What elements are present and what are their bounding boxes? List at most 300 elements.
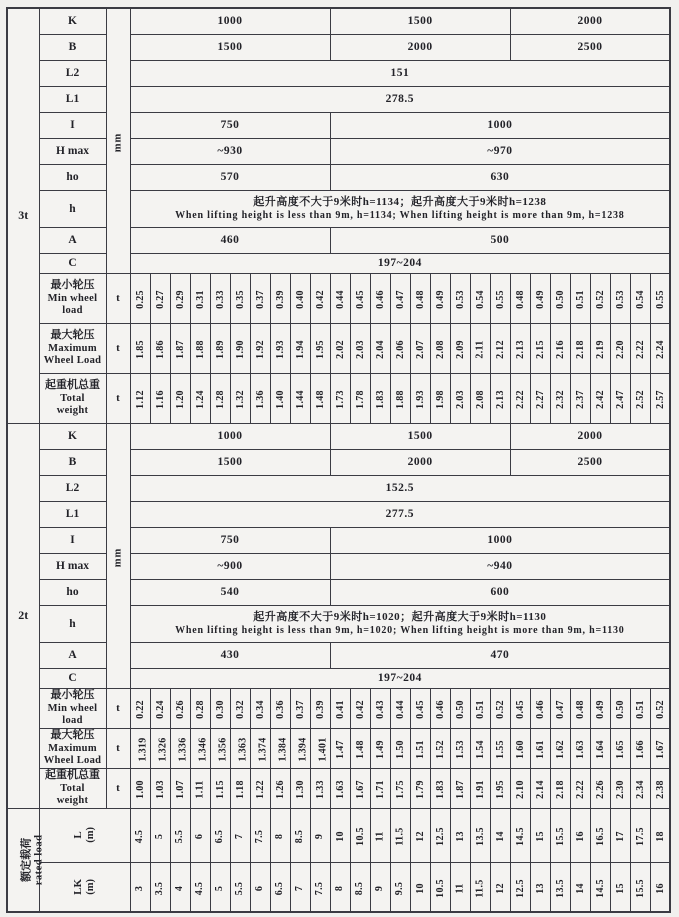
span-value-cell	[610, 862, 630, 912]
span-value: 13.5	[554, 878, 566, 898]
load-value-cell	[570, 688, 590, 728]
load-value-cell	[530, 688, 550, 728]
load-label-line: 最小轮压	[50, 279, 95, 292]
load-value-cell	[410, 373, 430, 423]
load-value: 0.47	[394, 290, 406, 309]
load-value: 0.40	[294, 290, 306, 309]
load-value-cell	[470, 728, 490, 768]
load-value-cell	[150, 728, 170, 768]
span-value-cell	[290, 862, 310, 912]
span-value-cell	[270, 808, 290, 862]
load-value: 2.08	[434, 340, 446, 359]
footer-row-unit: (m)	[84, 878, 96, 895]
load-value: 2.20	[614, 340, 626, 359]
h-note-en: When lifting height is less than 9m, h=1134; When lifting height is more than 9m, h=1238	[175, 210, 625, 222]
load-value: 2.27	[534, 390, 546, 409]
load-value: 1.384	[277, 737, 288, 762]
load-value-cell	[330, 323, 350, 373]
load-value-cell	[450, 273, 470, 323]
load-value: 1.44	[294, 390, 306, 409]
span-value-cell	[530, 808, 550, 862]
load-value: 1.48	[354, 740, 366, 759]
load-value: 1.24	[194, 390, 206, 409]
span-value-cell	[150, 862, 170, 912]
span-value-cell	[430, 808, 450, 862]
dim-value-cell: 2500	[510, 449, 670, 475]
load-value-cell	[610, 768, 630, 808]
t-unit-cell: t	[106, 688, 130, 728]
load-value: 0.45	[414, 700, 426, 719]
load-value-cell	[530, 768, 550, 808]
dim-row	[7, 8, 670, 34]
load-value-cell	[150, 273, 170, 323]
load-value-cell	[610, 273, 630, 323]
span-value-cell	[650, 862, 670, 912]
load-value-cell	[130, 273, 150, 323]
span-value: 10.5	[434, 878, 446, 898]
load-value-cell	[650, 728, 670, 768]
load-value-cell	[210, 688, 230, 728]
span-value: 12	[494, 882, 506, 894]
dim-label-cell: B	[39, 34, 106, 60]
load-value-cell	[550, 768, 570, 808]
load-value: 1.26	[274, 780, 286, 799]
load-value-cell	[170, 728, 190, 768]
load-value-cell	[190, 688, 210, 728]
load-value-cell	[150, 768, 170, 808]
load-value: 0.55	[654, 290, 666, 309]
load-value: 0.35	[234, 290, 246, 309]
load-value: 1.98	[434, 390, 446, 409]
load-value-cell	[350, 688, 370, 728]
load-value-cell	[430, 728, 450, 768]
dim-value-cell: 151	[130, 60, 670, 86]
load-value: 1.363	[237, 737, 248, 762]
load-value-cell	[550, 728, 570, 768]
load-label-cell	[39, 728, 106, 768]
span-value-cell	[570, 862, 590, 912]
span-value-cell	[330, 862, 350, 912]
load-value: 1.83	[374, 390, 386, 409]
load-value: 2.19	[594, 340, 606, 359]
load-value: 1.88	[194, 340, 206, 359]
dim-label-cell: L2	[39, 60, 106, 86]
load-value: 0.28	[194, 700, 206, 719]
footer-row-label	[72, 827, 98, 843]
load-value: 1.33	[314, 780, 326, 799]
load-value: 0.29	[174, 290, 186, 309]
load-value-cell	[470, 373, 490, 423]
span-value: 18	[654, 831, 666, 842]
load-value: 2.37	[574, 390, 586, 409]
load-value: 0.49	[534, 290, 546, 309]
load-value: 1.28	[214, 390, 226, 409]
load-row	[7, 728, 670, 768]
load-value-cell	[170, 373, 190, 423]
load-value: 2.10	[514, 780, 526, 799]
load-value-cell	[290, 728, 310, 768]
load-value: 0.48	[574, 700, 586, 719]
load-value-cell	[510, 728, 530, 768]
load-value-cell	[590, 373, 610, 423]
load-value-cell	[490, 373, 510, 423]
load-value-cell	[610, 323, 630, 373]
t-unit-cell: t	[106, 768, 130, 808]
load-value-cell	[610, 728, 630, 768]
load-value-cell	[570, 273, 590, 323]
load-value: 1.30	[294, 780, 306, 799]
load-value: 1.36	[254, 390, 266, 409]
load-value: 1.61	[534, 740, 546, 759]
load-value-cell	[270, 728, 290, 768]
footer-row-label	[72, 879, 98, 895]
span-value: 11.5	[474, 879, 486, 898]
load-value: 0.46	[374, 290, 386, 309]
load-value: 0.55	[494, 290, 506, 309]
load-value-cell	[650, 768, 670, 808]
load-value: 1.401	[317, 737, 328, 762]
load-value: 2.52	[634, 390, 646, 409]
span-value-cell	[530, 862, 550, 912]
span-value: 12.5	[434, 827, 446, 846]
span-value: 7	[234, 833, 246, 840]
rated-load-cell	[7, 808, 45, 912]
footer-row-label-cell	[39, 808, 130, 862]
load-value: 1.394	[297, 737, 308, 762]
span-value-cell	[270, 862, 290, 912]
load-value-cell	[250, 728, 270, 768]
span-value: 4	[174, 885, 186, 891]
span-value-cell	[290, 808, 310, 862]
load-value: 1.78	[354, 390, 366, 409]
dim-label-cell: K	[39, 423, 106, 449]
load-label-line: 最小轮压	[50, 689, 95, 702]
load-value: 1.51	[414, 740, 426, 759]
load-value: 0.26	[174, 700, 186, 719]
load-value-cell	[370, 688, 390, 728]
load-value: 2.18	[554, 780, 566, 799]
load-value: 1.65	[614, 740, 626, 759]
dim-value-cell: 1000	[330, 527, 670, 553]
load-value: 0.34	[254, 700, 266, 719]
load-value-cell	[390, 688, 410, 728]
load-value: 1.71	[374, 780, 386, 799]
load-value: 0.22	[134, 700, 146, 719]
load-value-cell	[210, 728, 230, 768]
span-value: 9.5	[394, 881, 406, 895]
section-2t	[7, 423, 670, 808]
load-value: 0.36	[274, 700, 286, 719]
load-value: 0.52	[494, 700, 506, 719]
span-value-cell	[210, 808, 230, 862]
load-value: 1.89	[214, 340, 226, 359]
load-label-line: 起重机总重	[45, 379, 100, 392]
load-value: 1.88	[394, 390, 406, 409]
load-value-cell	[570, 728, 590, 768]
span-value: 14.5	[594, 878, 606, 898]
load-value-cell	[150, 688, 170, 728]
span-value: 7.5	[254, 829, 266, 844]
load-value: 1.87	[174, 340, 186, 359]
load-value: 1.92	[254, 340, 266, 359]
dim-row	[7, 423, 670, 449]
load-value: 0.48	[414, 290, 426, 309]
load-value-cell	[590, 768, 610, 808]
span-value-cell	[490, 862, 510, 912]
dim-value-cell: 2000	[330, 34, 510, 60]
load-value: 1.00	[134, 780, 146, 799]
dim-value-cell: 750	[130, 112, 330, 138]
span-value-cell	[210, 862, 230, 912]
load-value: 2.18	[574, 340, 586, 359]
span-value-cell	[370, 808, 390, 862]
span-value: 10	[334, 831, 346, 842]
t-unit-cell: t	[106, 728, 130, 768]
dim-value-cell: 470	[330, 642, 670, 668]
load-value: 1.63	[574, 740, 586, 759]
load-row	[7, 273, 670, 323]
load-row	[7, 768, 670, 808]
dim-value-cell: 1500	[330, 8, 510, 34]
load-value-cell	[450, 768, 470, 808]
load-value-cell	[190, 273, 210, 323]
load-value: 2.08	[474, 390, 486, 409]
load-label-cell	[39, 273, 106, 323]
load-value-cell	[550, 688, 570, 728]
dim-value-cell: 2000	[330, 449, 510, 475]
load-value: 1.319	[137, 737, 148, 762]
h-note-en: When lifting height is less than 9m, h=1020; When lifting height is more than 9m, h=1130	[175, 625, 625, 637]
load-value: 2.09	[454, 340, 466, 359]
span-value-cell	[250, 862, 270, 912]
load-value: 1.66	[634, 740, 646, 759]
load-value-cell	[290, 323, 310, 373]
load-value: 1.85	[134, 340, 146, 359]
load-value-cell	[290, 373, 310, 423]
span-value: 4.5	[194, 881, 206, 895]
load-value-cell	[190, 323, 210, 373]
span-value-cell	[510, 862, 530, 912]
load-value-cell	[230, 373, 250, 423]
dim-value-cell: ~930	[130, 138, 330, 164]
load-value-cell	[210, 373, 230, 423]
load-label-line: load	[62, 304, 83, 316]
load-label-line: weight	[56, 794, 89, 806]
load-value: 0.43	[374, 700, 386, 719]
dim-label-cell: H max	[39, 553, 106, 579]
load-value-cell	[490, 768, 510, 808]
load-value: 0.52	[654, 700, 666, 719]
load-value: 1.11	[194, 780, 206, 799]
dim-label-cell: ho	[39, 579, 106, 605]
load-value: 2.06	[394, 340, 406, 359]
load-value-cell	[390, 373, 410, 423]
span-value: 10	[414, 882, 426, 894]
load-value-cell	[350, 768, 370, 808]
load-label-line: 最大轮压	[50, 729, 95, 742]
dim-label-cell: ho	[39, 164, 106, 190]
load-value-cell	[530, 373, 550, 423]
load-value: 0.31	[194, 290, 206, 309]
load-value-cell	[430, 323, 450, 373]
span-value-cell	[410, 808, 430, 862]
load-value-cell	[190, 728, 210, 768]
span-value-cell	[310, 808, 330, 862]
dim-value-cell: 1000	[130, 8, 330, 34]
load-value-cell	[510, 768, 530, 808]
span-value-cell	[350, 808, 370, 862]
h-note-cn: 起升高度不大于9米时h=1134；起升高度大于9米时h=1238	[253, 195, 547, 208]
dim-label-cell: K	[39, 8, 106, 34]
load-value-cell	[370, 323, 390, 373]
dim-value-cell: 1000	[130, 423, 330, 449]
load-value-cell	[290, 768, 310, 808]
load-value-cell	[470, 688, 490, 728]
load-value: 1.346	[197, 737, 208, 762]
load-value: 0.50	[454, 700, 466, 719]
load-value: 2.42	[594, 390, 606, 409]
dim-value-cell: 430	[130, 642, 330, 668]
load-value: 0.44	[394, 700, 406, 719]
load-value: 0.39	[274, 290, 286, 309]
load-value: 0.50	[614, 700, 626, 719]
load-value: 2.16	[554, 340, 566, 359]
load-label-line: Maximum	[48, 742, 97, 754]
t-unit-cell: t	[106, 323, 130, 373]
load-value: 1.95	[314, 340, 326, 359]
load-value-cell	[130, 688, 150, 728]
load-label-cell	[39, 323, 106, 373]
load-value-cell	[610, 373, 630, 423]
load-value-cell	[350, 273, 370, 323]
load-value-cell	[210, 768, 230, 808]
span-value-cell	[330, 808, 350, 862]
span-value-cell	[490, 808, 510, 862]
load-value: 2.14	[534, 780, 546, 799]
load-value: 1.75	[394, 780, 406, 799]
dim-value-cell: 1000	[330, 112, 670, 138]
load-value-cell	[290, 273, 310, 323]
span-value: 6	[254, 885, 266, 891]
dim-value-cell: ~970	[330, 138, 670, 164]
span-value-cell	[590, 862, 610, 912]
load-value-cell	[550, 273, 570, 323]
load-value-cell	[230, 273, 250, 323]
load-value-cell	[230, 688, 250, 728]
load-value-cell	[330, 273, 350, 323]
load-value: 1.93	[274, 340, 286, 359]
dim-value-cell: 2500	[510, 34, 670, 60]
load-value-cell	[530, 728, 550, 768]
load-value: 2.13	[494, 390, 506, 409]
span-value: 15	[614, 882, 626, 894]
dim-label-cell: A	[39, 227, 106, 253]
load-value-cell	[330, 768, 350, 808]
load-value-cell	[470, 273, 490, 323]
load-row	[7, 323, 670, 373]
span-value-cell	[590, 808, 610, 862]
load-value-cell	[190, 768, 210, 808]
span-value-cell	[650, 808, 670, 862]
span-value-cell	[470, 808, 490, 862]
load-value-cell	[330, 728, 350, 768]
load-value: 1.52	[434, 740, 446, 759]
load-value-cell	[350, 323, 370, 373]
load-label-line: weight	[56, 404, 89, 416]
span-value: 14.5	[514, 827, 526, 846]
load-value: 2.07	[414, 340, 426, 359]
load-value-cell	[230, 728, 250, 768]
load-value: 2.15	[534, 340, 546, 359]
h-note-cn: 起升高度不大于9米时h=1020；起升高度大于9米时h=1130	[253, 610, 547, 623]
load-value-cell	[570, 323, 590, 373]
load-value-cell	[350, 373, 370, 423]
load-value-cell	[390, 323, 410, 373]
span-value: 8	[274, 833, 286, 840]
span-value: 13.5	[474, 827, 486, 846]
load-value: 1.67	[654, 740, 666, 759]
load-value-cell	[510, 688, 530, 728]
load-value-cell	[390, 728, 410, 768]
section-3t	[7, 8, 670, 423]
load-row	[7, 688, 670, 728]
load-value: 0.49	[594, 700, 606, 719]
load-value-cell	[650, 373, 670, 423]
load-value: 0.45	[514, 700, 526, 719]
load-value: 0.45	[354, 290, 366, 309]
span-value-cell	[390, 862, 410, 912]
load-value-cell	[570, 373, 590, 423]
load-value: 0.44	[334, 290, 346, 309]
load-value: 1.91	[474, 780, 486, 799]
load-value: 1.55	[494, 740, 506, 759]
load-value-cell	[310, 768, 330, 808]
load-value: 0.37	[254, 290, 266, 309]
load-value: 2.11	[474, 340, 486, 359]
load-value: 1.50	[394, 740, 406, 759]
t-unit-cell: t	[106, 273, 130, 323]
load-value: 1.95	[494, 780, 506, 799]
load-value-cell	[630, 323, 650, 373]
span-value: 11.5	[394, 827, 406, 846]
load-value: 1.48	[314, 390, 326, 409]
dim-value-cell: ~900	[130, 553, 330, 579]
load-value-cell	[470, 768, 490, 808]
load-value-cell	[370, 768, 390, 808]
dim-value-cell: 152.5	[130, 475, 670, 501]
span-value: 15	[534, 831, 546, 842]
span-value: 8.5	[294, 829, 306, 844]
span-value: 3.5	[154, 881, 166, 895]
load-label-line: Total	[60, 392, 85, 404]
rated-load-en: rated load	[33, 834, 45, 886]
footer-row	[7, 862, 670, 912]
load-value-cell	[130, 768, 150, 808]
load-value: 0.54	[634, 290, 646, 309]
load-value: 2.34	[634, 780, 646, 799]
span-value: 5	[214, 885, 226, 891]
load-value-cell	[590, 688, 610, 728]
load-value: 1.32	[234, 390, 246, 409]
dim-value-cell	[130, 190, 670, 227]
load-value-cell	[550, 323, 570, 373]
load-value: 2.24	[654, 340, 666, 359]
dim-value-cell: 630	[330, 164, 670, 190]
load-value-cell	[250, 688, 270, 728]
load-value: 2.03	[354, 340, 366, 359]
span-value: 16	[574, 831, 586, 842]
load-value-cell	[390, 768, 410, 808]
